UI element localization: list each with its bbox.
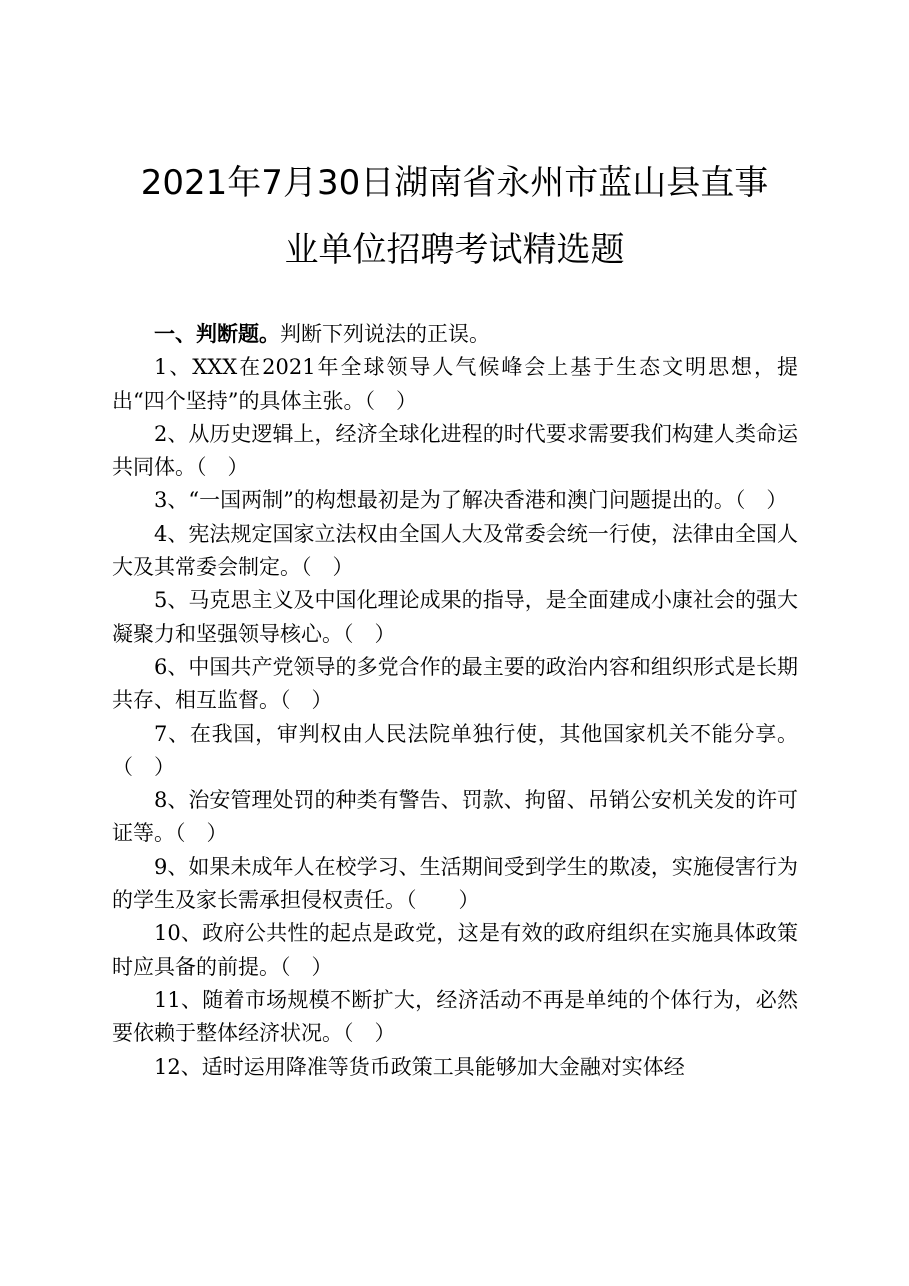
question-7: 7、在我国，审判权由人民法院单独行使，其他国家机关不能分享。（ ） xyxy=(112,721,798,779)
question-12: 12、适时运用降准等货币政策工具能够加大金融对实体经 xyxy=(154,1054,685,1079)
question-5: 5、马克思主义及中国化理论成果的指导，是全面建成小康社会的强大凝聚力和坚强领导核心。（ ） xyxy=(112,588,798,646)
document-body xyxy=(112,317,798,1084)
section-heading-paragraph xyxy=(112,317,798,351)
question-2: 2、从历史逻辑上，经济全球化进程的时代要求需要我们构建人类命运共同体。（ ） xyxy=(112,421,798,480)
question-6: 6、中国共产党领导的多党合作的最主要的政治内容和组织形式是长期共存、相互监督。（ ） xyxy=(112,654,798,713)
question-11: 11、随着市场规模不断扩大，经济活动不再是单纯的个体行为，必然要依赖于整体经济状况。（ ） xyxy=(112,987,798,1046)
question-3: 3、“一国两制”的构想最初是为了解决香港和澳门问题提出的。（ ） xyxy=(154,488,788,513)
question-8: 8、治安管理处罚的种类有警告、罚款、拘留、吊销公安机关发的许可证等。（ ） xyxy=(112,788,798,846)
document-title-line-1: 2021年7月30日湖南省永州市蓝山县直事 xyxy=(140,163,769,203)
question-9: 9、如果未成年人在校学习、生活期间受到学生的欺凌，实施侵害行为的学生及家长需承担侵权责任。（ ） xyxy=(112,854,798,913)
section-heading: 一、判断题。 xyxy=(154,321,280,346)
question-10: 10、政府公共性的起点是政党，这是有效的政府组织在实施具体政策时应具备的前提。（ ） xyxy=(112,921,798,979)
document-title-line-2: 业单位招聘考试精选题 xyxy=(284,230,625,270)
section-instruction: 判断下列说法的正误。 xyxy=(280,322,490,346)
question-1: 1、XXX在2021年全球领导人气候峰会上基于生态文明思想，提出“四个坚持”的具体主张。（ ） xyxy=(112,355,798,413)
question-4: 4、宪法规定国家立法权由全国人大及常委会统一行使，法律由全国人大及其常委会制定。（ ） xyxy=(112,521,798,580)
